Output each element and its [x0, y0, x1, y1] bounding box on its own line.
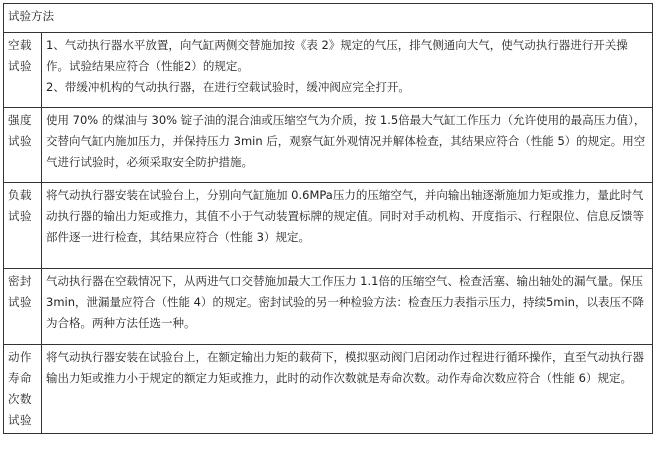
test-name-strength: 强度试验 — [4, 108, 42, 183]
test-description-load — [42, 183, 653, 269]
test-methods-table — [3, 3, 653, 434]
description-paragraph: 1、气动执行器水平放置，向气缸两侧交替施加按《表 2》规定的气压，排气侧通向大气，使气动执行器进行开关操作。试验结果应符合（性能2）的规定。 — [46, 38, 628, 73]
table-row-cycle-life-test — [4, 345, 653, 434]
table-header-row — [4, 4, 653, 33]
table-row-no-load-test — [4, 33, 653, 108]
table-row-seal-test — [4, 269, 653, 345]
test-description-no-load — [42, 33, 653, 108]
table-title: 试验方法 — [4, 4, 653, 33]
description-paragraph: 2、带缓冲机构的气动执行器，在进行空载试验时，缓冲阀应完全打开。 — [46, 80, 410, 94]
test-name-seal: 密封试验 — [4, 269, 42, 345]
description-paragraph: 气动执行器在空载情况下，从两进气口交替施加最大工作压力 1.1倍的压缩空气、检查活塞、输出轴处的漏气量。保压 3min，泄漏量应符合（性能 4）的规定。密封试验的另一种检验方法：检查压力表指示压力，持续5min，以表压不降为合格。两种方法任选一种。 — [46, 274, 644, 330]
test-name-no-load: 空载试验 — [4, 33, 42, 108]
description-paragraph: 将气动执行器安装在试验台上，在额定输出力矩的载荷下，模拟驱动阀门启闭动作过程进行循环操作，直至气动执行器输出力矩或推力小于规定的额定力矩或推力，此时的动作次数就是寿命次数。动作寿命次数应符合（性能 6）规定。 — [46, 350, 644, 385]
test-name-load: 负载试验 — [4, 183, 42, 269]
table-row-strength-test — [4, 108, 653, 183]
test-description-strength — [42, 108, 653, 183]
description-paragraph: 将气动执行器安装在试验台上，分别向气缸施加 0.6MPa压力的压缩空气，并向输出轴逐渐施加力矩或推力，量此时气动执行器的输出力矩或推力，其值不小于气动装置标牌的规定值。同时对手动机构、开度指示、行程限位、信息反馈等部件逐一进行检查，其结果应符合（性能 3）规定。 — [46, 188, 644, 244]
test-description-seal — [42, 269, 653, 345]
test-name-cycle-life: 动作寿命次数试验 — [4, 345, 42, 434]
table-row-load-test — [4, 183, 653, 269]
test-description-cycle-life — [42, 345, 653, 434]
description-paragraph: 使用 70% 的煤油与 30% 锭子油的混合油或压缩空气为介质，按 1.5倍最大气缸工作压力（允许使用的最高压力值），交替向气缸内施加压力，并保持压力 3min 后，观察气缸外观情况并解体检查，其结果应符合（性能 5）的规定。用空气进行试验时，必须采取安全防护措施。 — [46, 113, 646, 169]
